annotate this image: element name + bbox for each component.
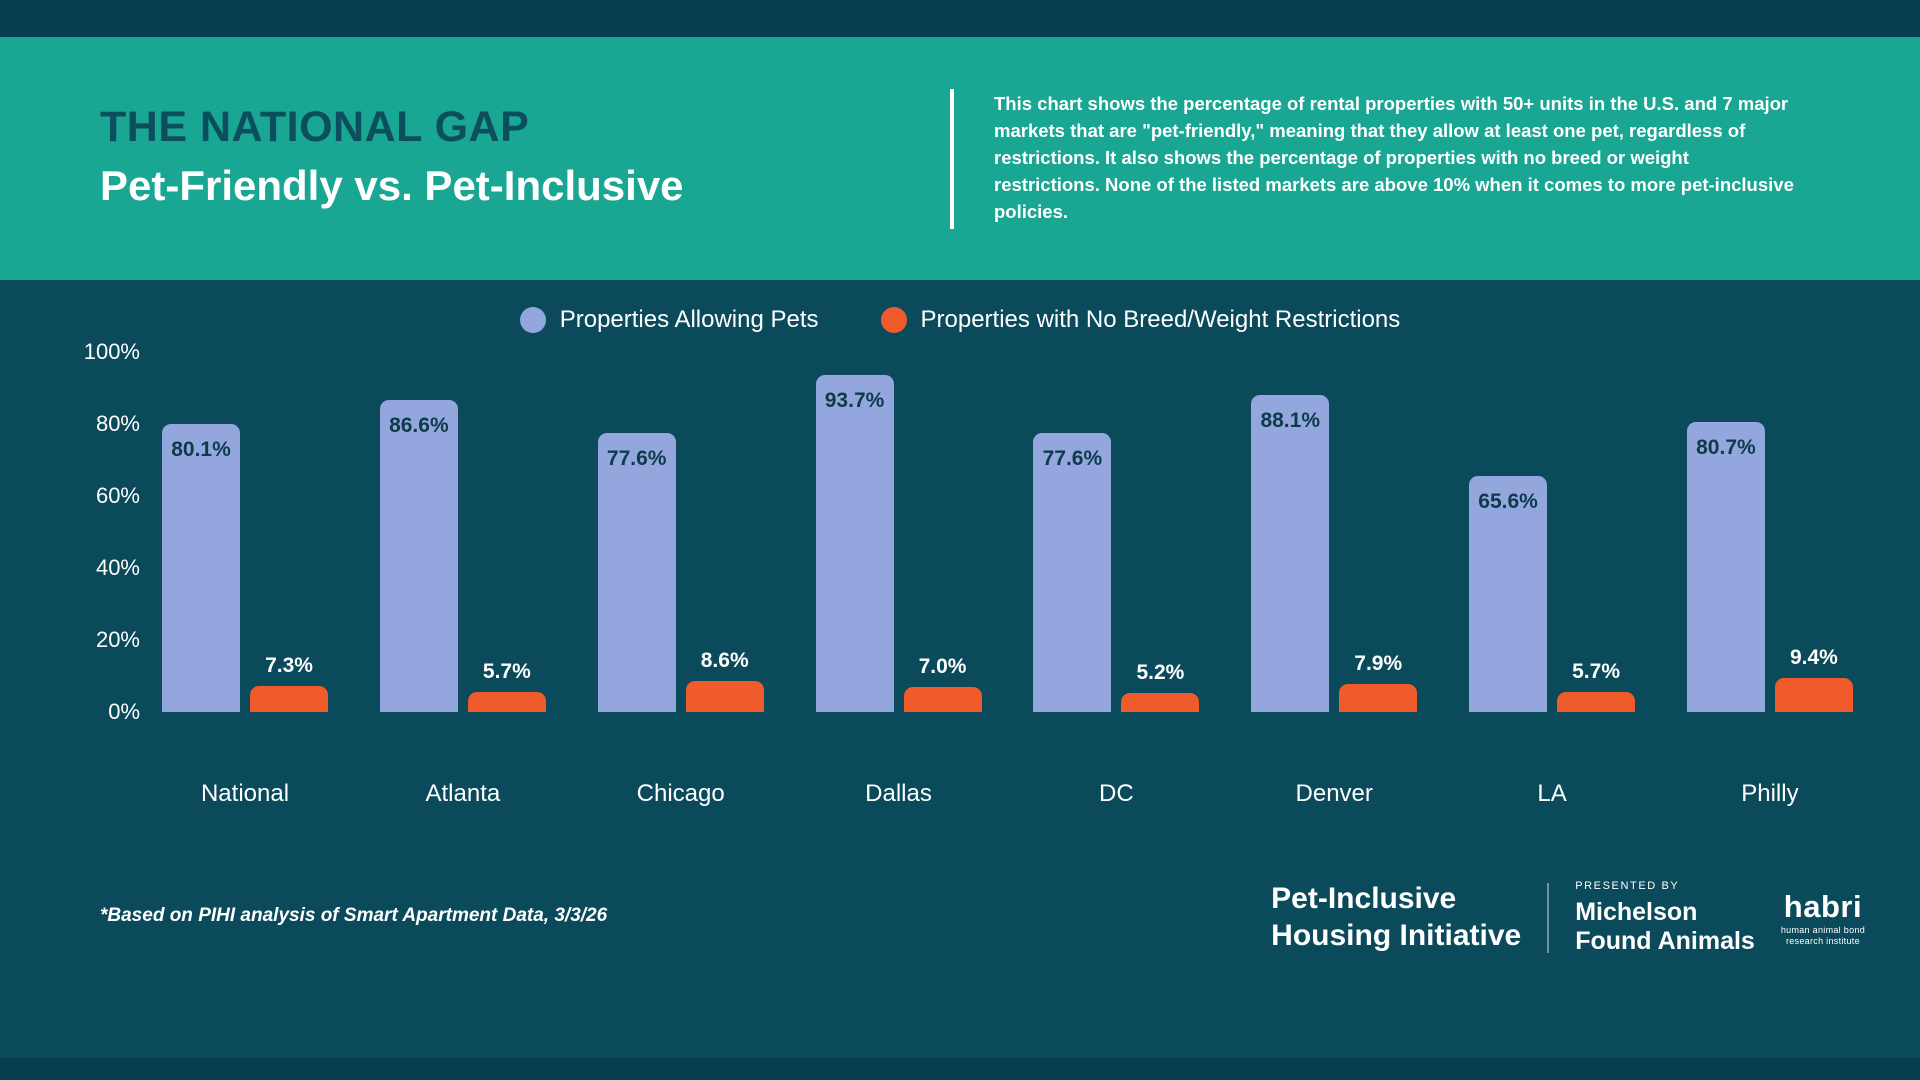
x-label-dc: DC	[1099, 780, 1134, 807]
bar-value: 8.6%	[700, 649, 749, 672]
bar-philly-allowing-pets[interactable]	[1687, 422, 1765, 713]
bar-value: 7.0%	[918, 654, 967, 678]
bar-atlanta-allowing-pets[interactable]	[380, 400, 458, 712]
bar-value: 5.2%	[1136, 661, 1185, 685]
bar-denver-allowing-pets[interactable]	[1251, 395, 1329, 712]
bar-atlanta-no-restrictions[interactable]	[468, 659, 546, 713]
bar-value: 5.7%	[482, 659, 531, 683]
legend-label-no-restrictions: Properties with No Breed/Weight Restrictions	[920, 306, 1401, 333]
header-description: This chart shows the percentage of rental properties with 50+ units in the U.S. and 7 major markets that are "pet-friendly," meaning that they allow at least one pet, regardless of restrictions. It also shows the percentage of properties with no breed or weight restrictions. None of the listed markets are above 10% when it comes to more pet-inclusive policies.	[994, 93, 1794, 222]
bar-group-atlanta	[368, 352, 558, 712]
y-tick-0: 0%	[108, 699, 140, 724]
bar-value: 80.1%	[171, 437, 231, 461]
bar-group-philly	[1675, 352, 1865, 712]
habri-logo	[1781, 889, 1865, 948]
bars-area	[150, 352, 1865, 712]
legend-label-allowing-pets: Properties Allowing Pets	[559, 306, 819, 333]
bar-dc-no-restrictions[interactable]	[1121, 661, 1199, 712]
plot-area	[0, 339, 1920, 772]
bar-value: 7.3%	[265, 653, 313, 677]
x-axis-labels	[0, 780, 1920, 808]
x-label-atlanta: Atlanta	[425, 780, 501, 807]
y-tick-80: 80%	[95, 411, 140, 436]
bar-national-no-restrictions[interactable]	[250, 653, 328, 712]
top-strip	[0, 0, 1920, 37]
header-band	[0, 37, 1920, 280]
source-footnote: *Based on PIHI analysis of Smart Apartment Data, 3/3/26	[100, 905, 608, 926]
chart-section	[0, 280, 1920, 840]
header-text-block	[0, 103, 950, 213]
bar-value: 93.7%	[824, 388, 885, 412]
bar-chicago-no-restrictions[interactable]	[686, 649, 764, 712]
pihi-logo	[1271, 881, 1521, 954]
bar-dc-allowing-pets[interactable]	[1033, 433, 1111, 712]
legend-item-allowing-pets	[520, 306, 819, 334]
bar-value: 77.6%	[606, 446, 667, 470]
legend-dot-blue	[520, 307, 546, 333]
bar-national-allowing-pets[interactable]	[162, 424, 240, 712]
pihi-logo-line2: Housing Initiative	[1271, 918, 1522, 952]
bar-value: 7.9%	[1354, 651, 1403, 675]
pihi-logo-line1: Pet-Inclusive	[1271, 882, 1457, 916]
bar-denver-no-restrictions[interactable]	[1339, 651, 1417, 712]
bar-la-allowing-pets[interactable]	[1469, 476, 1547, 712]
logo-row	[1271, 880, 1865, 956]
x-label-national: National	[200, 780, 290, 807]
bar-group-chicago	[586, 352, 776, 712]
michelson-line2: Found Animals	[1575, 926, 1755, 955]
x-label-la: LA	[1537, 780, 1567, 807]
x-label-philly: Philly	[1741, 780, 1799, 807]
bar-value: 77.6%	[1042, 446, 1103, 470]
bar-dallas-allowing-pets[interactable]	[816, 375, 894, 712]
x-label-chicago: Chicago	[636, 780, 725, 807]
y-tick-60: 60%	[95, 483, 140, 508]
habri-sub-line2: research institute	[1785, 935, 1860, 946]
header-divider	[950, 89, 954, 229]
bar-la-no-restrictions[interactable]	[1557, 659, 1635, 713]
habri-name: habri	[1783, 888, 1863, 924]
michelson-line1: Michelson	[1575, 898, 1698, 926]
y-axis	[60, 339, 140, 724]
bar-value: 65.6%	[1478, 489, 1538, 513]
x-label-dallas: Dallas	[865, 780, 932, 807]
y-tick-40: 40%	[95, 555, 140, 580]
bar-value: 9.4%	[1789, 646, 1838, 670]
bar-group-denver	[1239, 352, 1429, 712]
legend-item-no-restrictions	[881, 306, 1401, 334]
bar-philly-no-restrictions[interactable]	[1775, 646, 1853, 712]
bar-value: 88.1%	[1260, 408, 1320, 432]
x-label-denver: Denver	[1295, 780, 1373, 807]
bottom-strip	[0, 1058, 1920, 1080]
bar-dallas-no-restrictions[interactable]	[904, 654, 982, 712]
y-tick-100: 100%	[83, 339, 140, 364]
bar-value: 86.6%	[389, 414, 449, 438]
y-tick-20: 20%	[95, 627, 140, 652]
bar-group-dc	[1021, 352, 1211, 712]
bar-group-national	[150, 352, 340, 712]
bar-value: 5.7%	[1572, 659, 1620, 683]
habri-sub-line1: human animal bond	[1780, 924, 1865, 935]
bar-group-dallas	[804, 352, 994, 712]
presented-by-label: PRESENTED BY	[1575, 880, 1680, 892]
bar-value: 80.7%	[1696, 435, 1756, 459]
chart-legend	[0, 306, 1920, 334]
bar-group-la	[1457, 352, 1647, 712]
michelson-logo	[1575, 880, 1755, 956]
logo-divider	[1547, 883, 1549, 953]
page-title: THE NATIONAL GAP	[100, 103, 530, 152]
legend-dot-orange	[881, 307, 907, 333]
page-subtitle: Pet-Friendly vs. Pet-Inclusive	[100, 161, 684, 209]
bar-chicago-allowing-pets[interactable]	[598, 433, 676, 712]
